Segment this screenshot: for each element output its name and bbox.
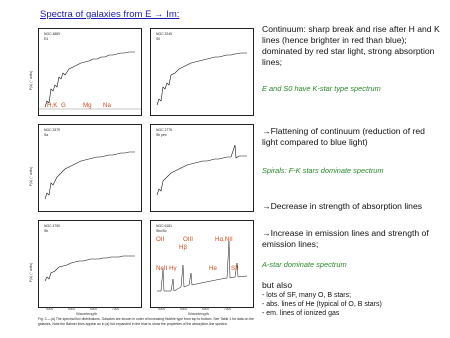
spectrum-plot (151, 29, 253, 115)
bullet-gas: - em. lines of ionized gas (262, 310, 340, 317)
x-axis-label: Wavelength (76, 311, 97, 316)
bullet-sf: - lots of SF, many O, B stars; (262, 292, 352, 299)
line-label-mg: Mg (83, 102, 92, 109)
spectrum-plot (151, 221, 253, 307)
spectrum-panel-2 (150, 28, 254, 116)
spectrum-plot (39, 221, 141, 307)
galaxy-type: Sb pec (156, 133, 167, 137)
bullet-he: - abs. lines of He (typical of O, B stars) (262, 301, 382, 308)
spectrum-panel-6 (150, 220, 254, 308)
line-label-neii-hgamma: NeII Hγ (156, 265, 177, 272)
x-tick: 7000 (112, 307, 120, 311)
y-axis-label: F(λ) (° units) (29, 166, 33, 186)
arrow-icon: → (262, 228, 271, 238)
astar-note: A-star dominate spectrum (262, 260, 347, 269)
arrow-icon: → (262, 201, 271, 211)
figure-caption: Fig. 2.—(a) The spectral flux distributions. Galaxies are shown in order of increasing Hubble type from top to bottom. See Table 1 for data on the galaxies. Note the Balmer lines appear as in (a) but expanded in the blue to show the properties of the absorption-line spectra. (38, 317, 255, 326)
x-tick: 4000 (46, 307, 54, 311)
y-axis-label: F(λ) (° units) (29, 262, 33, 282)
galaxy-label: NGC 4889 (44, 32, 61, 36)
galaxy-type: E4 (44, 37, 49, 41)
spectrum-panel-4 (150, 124, 254, 212)
line-label-hbeta: Hβ (179, 244, 188, 251)
line-label-he: He (209, 265, 217, 272)
spectrum-plot (151, 125, 253, 211)
increase-description: →Increase in emission lines and strength of emission lines; (262, 228, 429, 249)
galaxy-label: NGC 3245 (156, 32, 173, 36)
e-s0-note: E and S0 have K-star type spectrum (262, 84, 381, 93)
spirals-note: Spirals: F-K stars dominate spectrum (262, 166, 384, 175)
x-axis-label: Wavelength (188, 311, 209, 316)
page-title: Spectra of galaxies from E → Im: (40, 9, 180, 20)
x-tick: 4000 (158, 307, 166, 311)
line-label-oiii: OIII (183, 236, 193, 243)
galaxy-label: NGC 3379 (44, 128, 61, 132)
x-tick: 5000 (180, 307, 188, 311)
x-tick: 6000 (90, 307, 98, 311)
spectrum-panel-1 (38, 28, 142, 116)
flattening-description: →Flattening of continuum (reduction of red light compared to blue light) (262, 126, 425, 147)
line-label-sii: SII (231, 265, 239, 272)
spectrum-panel-3 (38, 124, 142, 212)
x-tick: 7000 (224, 307, 232, 311)
y-axis-label: F(λ) (° units) (29, 70, 33, 90)
line-label-g: G (61, 102, 66, 109)
line-label-oii: OII (156, 236, 165, 243)
arrow-icon: → (262, 126, 271, 136)
line-label-na: Na (103, 102, 111, 109)
galaxy-type: Sbc/Sc (156, 229, 167, 233)
galaxy-type: Sb (44, 229, 49, 233)
continuum-description: Continuum: sharp break and rise after H and K lines (hence brighter in red than blue); dominated by red star light, strong absorption lines; (262, 24, 440, 67)
x-tick: 5000 (68, 307, 76, 311)
galaxy-label: NGC 4750 (44, 224, 61, 228)
galaxy-label: NGC 6181 (156, 224, 173, 228)
galaxy-type: S0 (156, 37, 161, 41)
galaxy-type: Sa (44, 133, 49, 137)
but-also-heading: but also (262, 280, 293, 290)
spectrum-plot (39, 125, 141, 211)
line-label-hk: H,K (47, 102, 58, 109)
spectrum-panel-5 (38, 220, 142, 308)
galaxy-label: NGC 2775 (156, 128, 173, 132)
decrease-description: →Decrease in strength of absorption lines (262, 201, 423, 211)
x-tick: 6000 (202, 307, 210, 311)
line-label-halpha-nii: Hα,NII (215, 236, 233, 243)
